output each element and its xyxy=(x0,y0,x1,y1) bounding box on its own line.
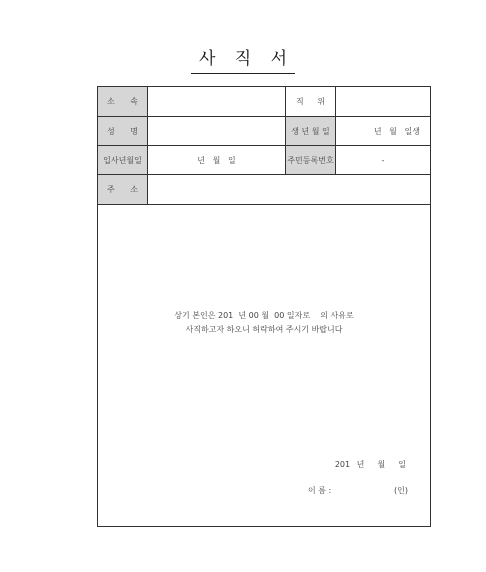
label-address-char-2: 소 xyxy=(130,185,138,194)
label-birthdate: 생 년 월 일 xyxy=(286,117,336,145)
label-affiliation xyxy=(98,87,148,116)
label-affiliation-char-2: 속 xyxy=(130,97,138,106)
signature-seal: (인) xyxy=(394,486,408,495)
label-affiliation-char-1: 소 xyxy=(107,97,115,106)
document-title xyxy=(0,44,486,74)
document-title-text: 사 직 서 xyxy=(191,44,295,74)
resident-number-field[interactable]: - xyxy=(381,155,385,165)
signature-line xyxy=(308,485,408,497)
row-name xyxy=(98,117,430,146)
date-line: 201 년 월 일 xyxy=(334,460,406,469)
birthdate-field[interactable]: 년 월 일생 xyxy=(373,126,420,136)
row-address xyxy=(98,175,430,205)
name-field[interactable] xyxy=(148,117,286,145)
row-join-date xyxy=(98,146,430,175)
affiliation-field[interactable] xyxy=(148,87,286,116)
label-resident-number: 주민등록번호 xyxy=(286,146,336,174)
label-position-char-1: 직 xyxy=(296,97,304,106)
resignation-form xyxy=(97,86,431,527)
address-field[interactable] xyxy=(148,175,430,204)
label-address xyxy=(98,175,148,204)
statement-line-2: 사직하고자 하오니 허락하여 주시기 바랍니다 xyxy=(185,325,343,334)
join-date-field[interactable]: 년 월 일 xyxy=(148,146,286,174)
label-name-char-2: 명 xyxy=(130,126,138,136)
label-name xyxy=(98,117,148,145)
position-field[interactable] xyxy=(336,87,430,116)
signature-name-label: 이 름 : xyxy=(308,486,332,495)
label-address-char-1: 주 xyxy=(107,185,115,194)
label-position xyxy=(286,87,336,116)
label-join-date: 입사년월일 xyxy=(98,146,148,174)
statement-line-1: 상기 본인은 201 년 00 월 00 일자로 의 사유로 xyxy=(174,311,354,320)
label-name-char-1: 성 xyxy=(107,126,115,136)
row-affiliation xyxy=(98,87,430,117)
label-position-char-2: 위 xyxy=(317,97,325,106)
